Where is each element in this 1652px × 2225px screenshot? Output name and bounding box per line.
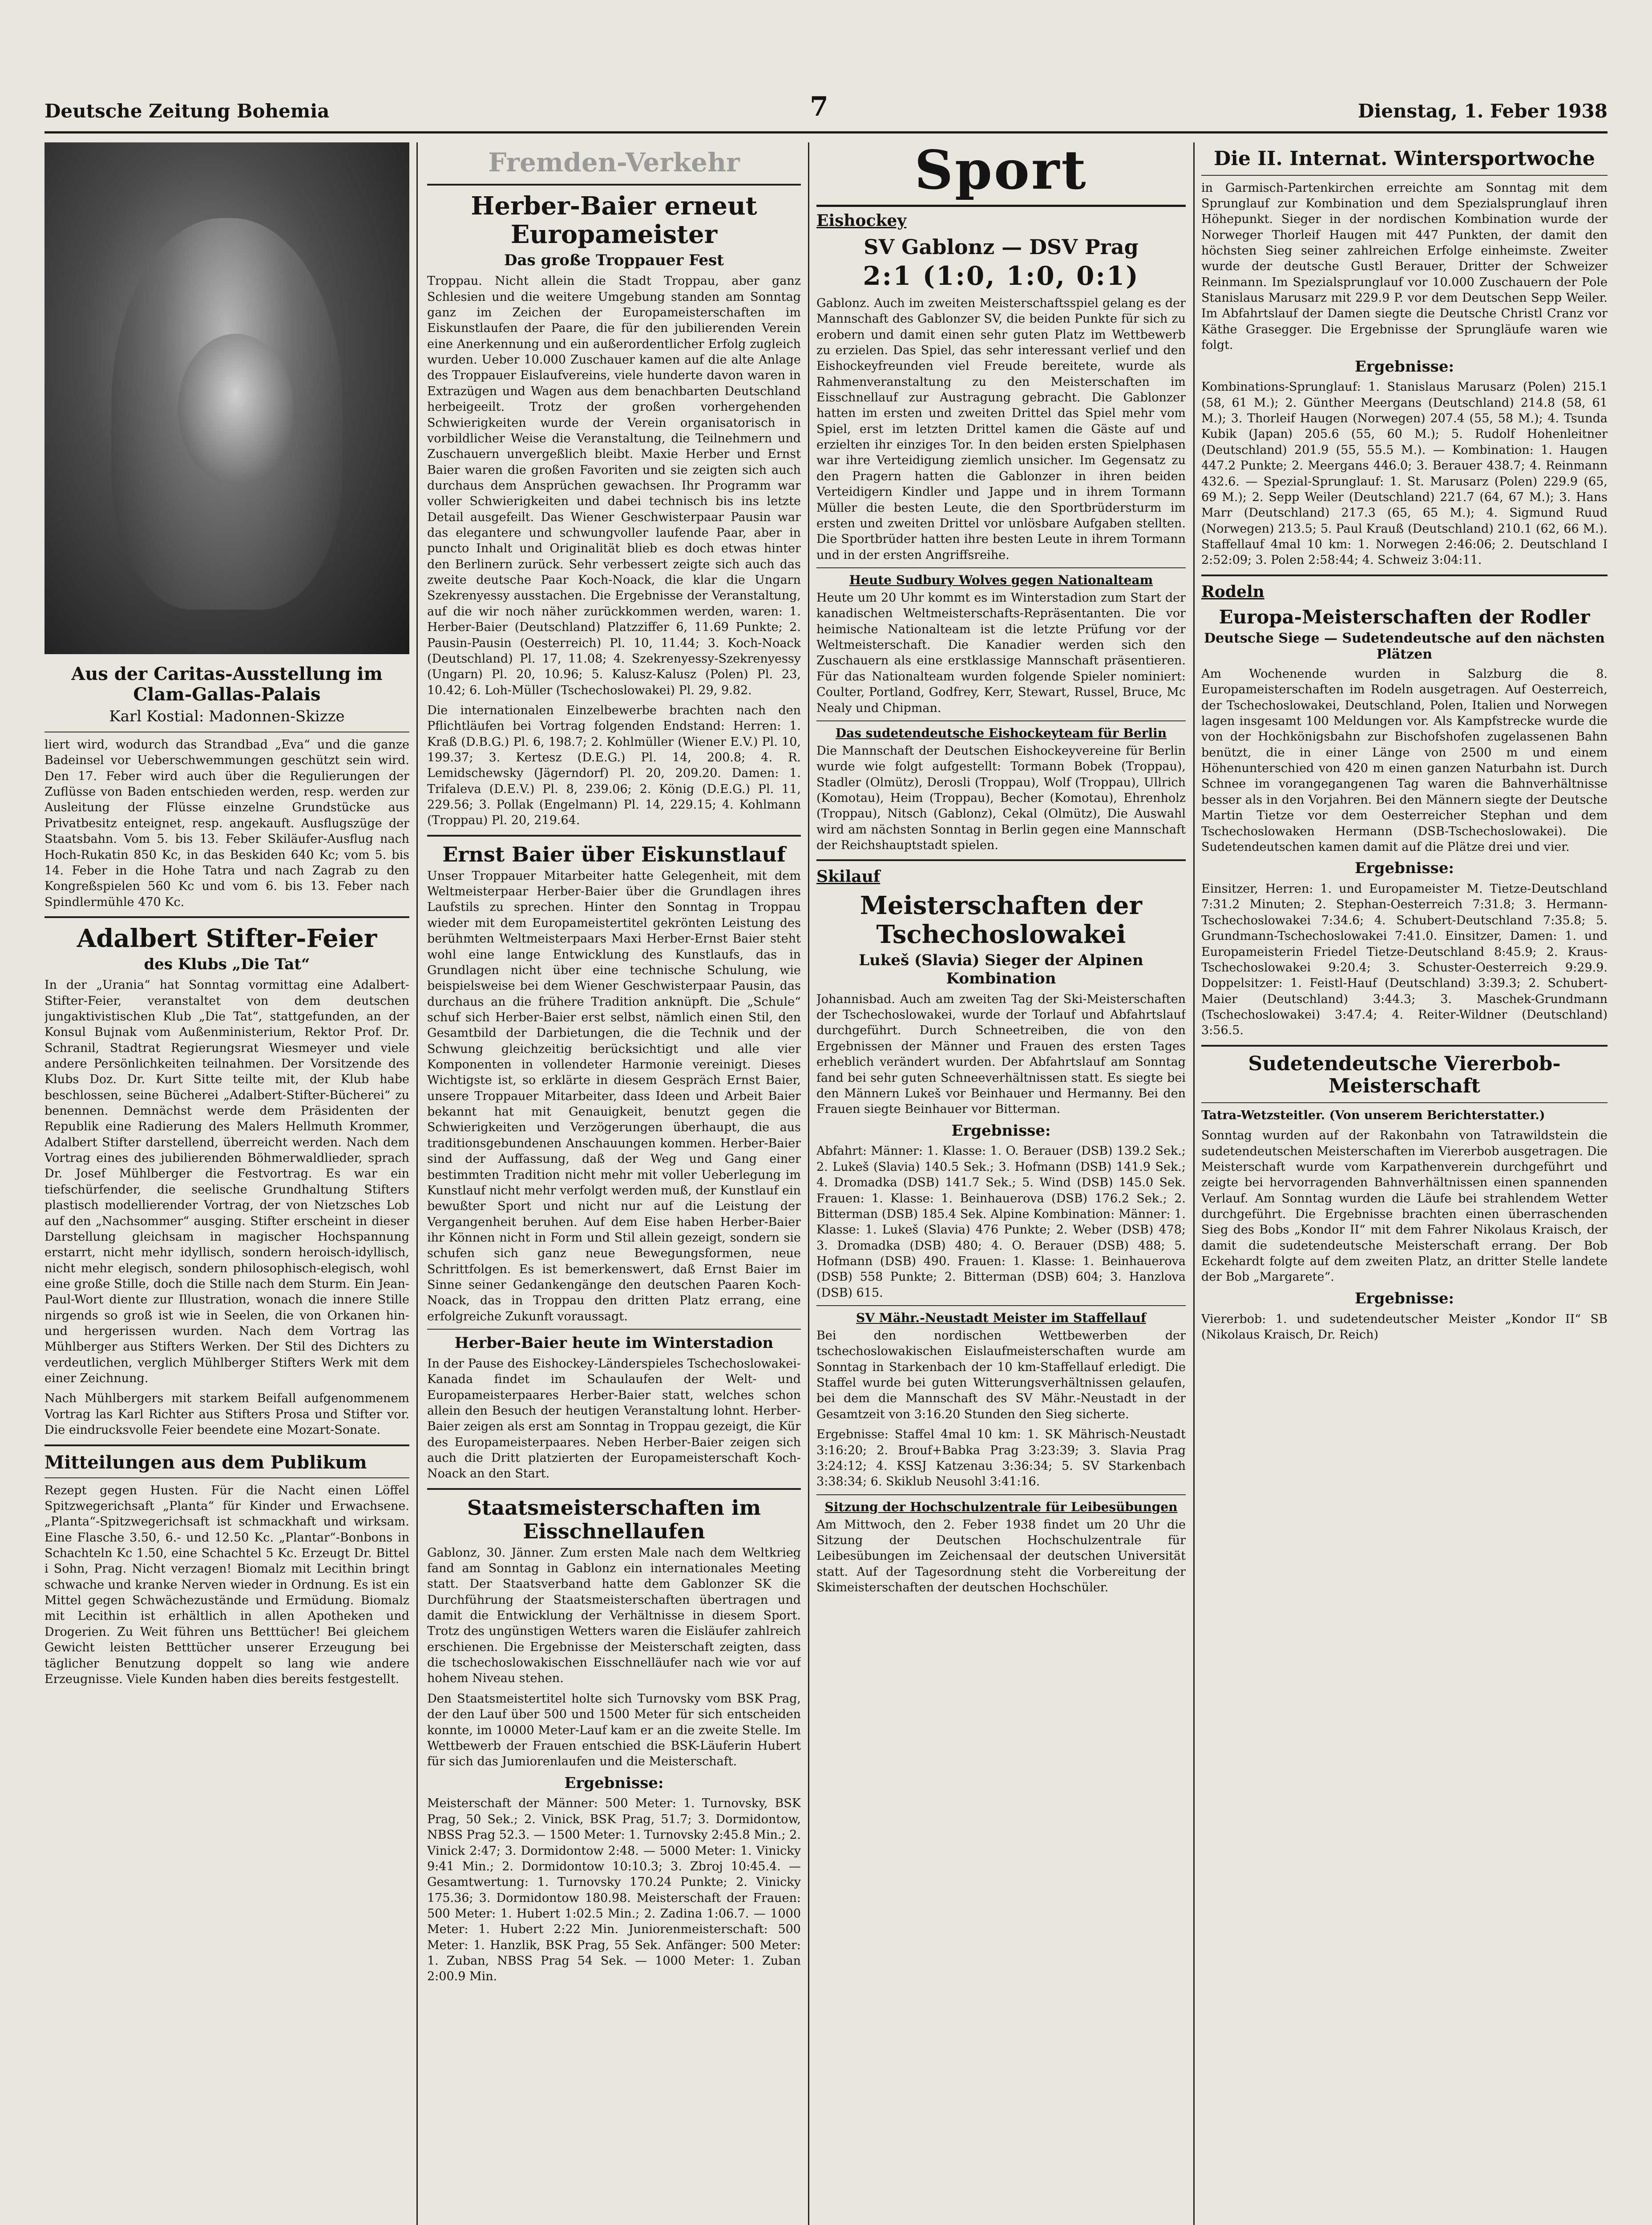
divider (816, 859, 1186, 861)
sport-header-frame (816, 142, 1186, 207)
article-text: Johannisbad. Auch am zweiten Tag der Ski-Meisterschaften der Tschechoslowakei, wurde der Torlauf und Abfahrtslauf durchgeführt. Durch Schneetreiben, die von den Ergebnissen der Männer und Frauen des ersten Tages erheblich verändert wurden. Der Abfahrtslauf am Sonntag fand bei sehr guten Schneeverhältnissen statt. Es siegte bei den Männern Lukeš vor Beinhauer und Hermanny. Bei den Frauen siegte Beinhauer vor Bitterman. (816, 992, 1186, 1117)
section-label: Skilauf (816, 867, 881, 886)
section-header: Sport (914, 142, 1088, 202)
article-text: in Garmisch-Partenkirchen erreichte am Sonntag mit dem Sprunglauf zur Kombination und dem Spezialsprunglauf ihren Höhepunkt. Sieger in der nordischen Kombination wurde der Norweger Thorleif Haugen mit 447 Punkten, der damit den höchsten Sieg seiner zahlreichen Erfolge einheimste. Zweiter wurde der deutsche Gustl Berauer, Dritter der Schweizer Reinmann. Im Spezialsprunglauf vor 10.000 Zuschauern der Pole Stanislaus Marusarz mit 229.9 P. vor dem Deutschen Sepp Weiler. Im Abfahrtslauf der Damen siegte die Deutsche Christl Cranz vor Käthe Grasegger. Die Ergebnisse der Sprungläufe waren wie folgt. (1201, 181, 1608, 352)
article-title: Heute Sudbury Wolves gegen Nationalteam (849, 573, 1153, 587)
article-text: liert wird, wodurch das Strandbad „Eva“ und die ganze Badeinsel vor Ueberschwemmungen geschützt sein wird. Den 17. Feber wird auch über die Regulierungen der Zuflüsse von Baden entschieden werden, resp. werden zur Ausleitung der Flüsse einzelne Grundstücke aus Privatbesitz enteignet, resp. angekauft. Ausflugszüge der Staatsbahn. Vom 5. bis 13. Feber Skiläufer-Ausflug nach Hoch-Rukatin 850 Kc, in das Beskiden 640 Kc; vom 5. bis 14. Feber in die Hohe Tatra und nach Zagrab zu den Kongreßspielen 560 Kc und vom 6. bis 13. Feber nach Spindlermühle 470 Kc. (44, 738, 409, 909)
masthead (44, 91, 1608, 134)
article-text: Den Staatsmeistertitel holte sich Turnovsky vom BSK Prag, der den Lauf über 500 und 1500 Meter für sich entscheiden konnte, im 10000 Meter-Lauf kam er an die zweite Stelle. Im Wettbewerb der Frauen entschied die BSK-Läuferin Hubert für sich das Jumiorenlaufen und die Meisterschaft. (427, 1691, 801, 1769)
article-title: Ernst Baier über Eiskunstlauf (442, 842, 786, 866)
section-label: Eishockey (816, 211, 907, 230)
divider (427, 1488, 801, 1490)
faded-header: Fremden-Verkehr (488, 147, 740, 178)
article-title: Europa-Meisterschaften der Rodler (1219, 606, 1590, 628)
results-label: Ergebnisse: (1354, 1289, 1454, 1307)
results-label: Ergebnisse: (1354, 859, 1454, 878)
results-label: Ergebnisse: (951, 1121, 1051, 1140)
article-subtitle: Lukeš (Slavia) Sieger der Alpinen Kombination (859, 951, 1143, 987)
issue-date: Dienstag, 1. Feber 1938 (1358, 100, 1608, 122)
paper-name: Deutsche Zeitung Bohemia (44, 100, 330, 122)
divider (1201, 1102, 1608, 1103)
article-text: Heute um 20 Uhr kommt es im Winterstadion zum Start der kanadischen Weltmeisterschafts-Repräsentanten. Die vor heimische Nationalteam ist die letzte Prüfung vor der Weltmeisterschaft. Die Kanadier werden sich den Zuschauern als eine erstklassige Mannschaft präsentieren. Für das Nationalteam wurden folgende Spieler nominiert: Coulter, Portland, Godfrey, Kerr, Stewart, Russel, Bruce, Mc Nealy und Chipman. (816, 591, 1186, 715)
article-title: Die II. Internat. Wintersportwoche (1214, 147, 1595, 170)
divider (1201, 1045, 1608, 1047)
article-dateline: Tatra-Wetzsteitler. (Von unserem Berichterstatter.) (1201, 1108, 1545, 1122)
divider (427, 184, 801, 186)
madonna-sketch-image (44, 142, 409, 654)
divider (1201, 175, 1608, 176)
figure-shape (178, 334, 294, 485)
photo-caption-sub: Karl Kostial: Madonnen-Skizze (109, 708, 345, 725)
article-text: Nach Mühlbergers mit starkem Beifall aufgenommenem Vortrag las Karl Richter aus Stifters Prosa und Stifter vor. Die eindrucksvolle Feier beendete eine Mozart-Sonate. (44, 1392, 409, 1437)
article-text: In der „Urania“ hat Sonntag vormittag eine Adalbert-Stifter-Feier, veranstaltet von dem deutschen jungaktivistischen Klub „Die Tat“, stattgefunden, an der Konsul Bujnak vom Außenministerium, Rektor Prof. Dr. Schranil, Stadtrat Regierungsrat Wiesmeyer und viele andere Persönlichkeiten teilnahmen. Der Vorsitzende des Klubs Doz. Dr. Kurt Sitte teilte mit, der Klub habe beschlossen, seine Bücherei „Adalbert-Stifter-Bücherei“ zu benennen. Demnächst werde dem Präsidenten der Republik eine Radierung des Malers Hellmuth Krommer, Adalbert Stifter darstellend, überreicht werden. Nach dem Vortrag eines des jubilierenden Böhmerwaldlieder, sprach Dr. Josef Mühlberger die Festvortrag. Es war ein tiefschürfender, die seelische Grundhaltung Stifters plastisch modellierender Vortrag, der von Nietzsches Lob auf den „Nachsommer“ ausging. Stifter erscheint in dieser Darstellung gleichsam in magischer Hochspannung erstarrt, nicht mehr idyllisch, sondern heroisch-idyllisch, nicht mehr elegisch, sondern philosophisch-elegisch, wohl eine große Stille, doch die Stille nach dem Sturm. Ein Jean-Paul-Wort diente zur Illustration, wonach die innere Stille nirgends so groß ist wie in Seelen, die von Orkanen hin- und hergerissen wurden. Nach dem Vortrag las Mühlberger aus Stifters Werken. Der Stil des Dichters zu verdeutlichen, verglich Mühlberger Stifters Werk mit dem einer Zeichnung. (44, 978, 409, 1386)
article-text: Gablonz. Auch im zweiten Meisterschaftsspiel gelang es der Mannschaft des Gablonzer SV, die beiden Punkte für sich zu erobern und damit einen sehr guten Platz im Wettbewerb zu erzielen. Das Spiel, das sehr interessant verlief und den Eishockeyfreunden viel Freude bereitete, wurde als Rahmenveranstaltung zu den Meisterschaften im Eisschnellauf zur Austragung gebracht. Die Gablonzer hatten im ersten und zweiten Drittel das Spiel mehr vom Spiel, erst im letzten Drittel kamen die Gäste auf und erzielten ihr einziges Tor. In den beiden ersten Spielphasen war ihre Verteidigung ziemlich unsicher. Im Gegensatz zu den Pragern hatten die Gablonzer in ihren beiden Verteidigern Kindler und Jappe und in ihrem Tormann Müller die besten Leute, die den Sportbrüdersturm im ersten und zweiten Drittel vor unlösbare Aufgaben stellten. Die Sportbrüder hatten ihre besten Leute in ihrem Tormann und in der ersten Angriffsreihe. (816, 296, 1186, 562)
article-subtitle: des Klubs „Die Tat“ (144, 955, 310, 974)
column-rule (416, 142, 418, 2225)
match-title: SV Gablonz — DSV Prag (864, 235, 1139, 259)
results-label: Ergebnisse: (1354, 357, 1454, 376)
article-text: Die Mannschaft der Deutschen Eishockeyvereine für Berlin wurde wie folgt aufgestellt: Tormann Bobek (Troppau), Stadler (Olmütz), Derosli (Troppau), Wolf (Troppau), Ullrich (Komotau), Heim (Troppau), Becher (Komotau), Ehrenholz (Troppau), Nitsch (Gablonz), Cekal (Olmütz), Die Auswahl wird am nächsten Sonntag in Berlin gegen eine Mannschaft der Reichshauptstadt spielen. (816, 744, 1186, 853)
article-text: Die internationalen Einzelbewerbe brachten nach den Pflichtläufen bei Vortrag folgenden Endstand: Herren: 1. Kraß (D.B.G.) Pl. 6, 198.7; 2. Kohlmüller (Wiener E.V.) Pl. 10, 199.37; 3. Kertesz (D.E.G.) Pl. 14, 200.8; 4. R. Lemidschewsky (Jägerndorf) Pl. 20, 209.20. Damen: 1. Trifaleva (D.E.V.) Pl. 8, 239.06; 2. König (D.E.G.) Pl. 11, 229.56; 3. Pollak (Engelmann) Pl. 14, 229.15; 4. Kohlmann (Troppau) Pl. 20, 219.64. (427, 703, 801, 828)
article-title: Das sudetendeutsche Eishockeyteam für Berlin (835, 725, 1167, 740)
article-text: Troppau. Nicht allein die Stadt Troppau, aber ganz Schlesien und die weitere Umgebung standen am Sonntag ganz im Zeichen der Europameisterschaften im Eiskunstlaufen der Paare, die für den jubilierenden Verein eine Anerkennung und ein außerordentlicher Erfolg zugleich wurden. Ueber 10.000 Zuschauer kamen auf die alte Anlage des Troppauer Eislaufvereins, viele hunderte davon waren in Extrazügen und Wagen aus dem benachbarten Deutschland herbeigeeilt. Trotz der großen vorhergehenden Schwierigkeiten wurde der Verein organisatorisch in vorbildlicher Weise die Veranstaltung, die Teilnehmern und Zuschauern unvergeßlich bleibt. Maxie Herber und Ernst Baier waren die großen Favoriten und sie zeigten sich auch durchaus dem Ansprüchen gewachsen. Ihr Programm war voller Schwierigkeiten und dabei technisch bis ins letzte Detail ausgefeilt. Das Wiener Geschwisterpaar Pausin war das elegantere und schwungvoller laufende Paar, aber in puncto Inhalt und Originalität blieb es doch etwas hinter den Berlinern zurück. Sehr verbessert zeigte sich auch das zweite deutsche Paar Koch-Noack, die klar die Ungarn Szekrenyessy ausstachen. Die Ergebnisse der Veranstaltung, auf die wir noch näher zurückkommen werden, waren: 1. Herber-Baier (Deutschland) Platzziffer 6, 11.69 Punkte; 2. Pausin-Pausin (Oesterreich) Pl. 10, 11.44; 3. Koch-Noack (Deutschland) Pl. 17, 11.08; 4. Szekrenyessy-Szekrenyessy (Ungarn) Pl. 20, 10.96; 5. Kalusz-Kalusz (Polen) Pl. 23, 10.42; 6. Loh-Müller (Tschechoslowakei) Pl. 29, 9.82. (427, 274, 801, 697)
column-rule (808, 142, 809, 2225)
article-title: Herber-Baier erneut Europameister (471, 191, 757, 250)
divider (427, 835, 801, 837)
article-text: Gablonz, 30. Jänner. Zum ersten Male nach dem Weltkrieg fand am Sonntag in Gablonz ein internationales Meeting statt. Der Staatsverband hatte dem Gablonzer SK die Durchführung der Staatsmeisterschaften übertragen und damit die Entwicklung der Verhältnisse in diesem Sport. Trotz des ungünstigen Wetters waren die Eisläufer zahlreich erschienen. Die Ergebnisse der Meisterschaft zeigten, dass die tschechoslowakischen Eisschnelläufer nach wie vor auf hohem Niveau stehen. (427, 1545, 801, 1686)
article-title: Sudetendeutsche Viererbob-Meisterschaft (1248, 1052, 1561, 1098)
results-text: Meisterschaft der Männer: 500 Meter: 1. Turnovsky, BSK Prag, 50 Sek.; 2. Vinick, BSK Prag, 51.7; 3. Dormidontow, NBSS Prag 52.3. — 1500 Meter: 1. Turnovsky 2:45.8 Min.; 2. Vinick 2:47; 3. Dormidontow 2:48. — 5000 Meter: 1. Vinicky 9:41 Min.; 2. Dormidontow 10:10.3; 3. Zbroj 10:45.4. — Gesamtwertung: 1. Turnovsky 170.24 Punkte; 2. Vinicky 175.36; 3. Dormidontow 180.98. Meisterschaft der Frauen: 500 Meter: 1. Hubert 1:02.5 Min.; 2. Zadina 1:06.7. — 1000 Meter: 1. Hubert 2:22 Min. Juniorenmeisterschaft: 500 Meter: 1. Hanzlik, BSK Prag, 55 Sek. Anfänger: 500 Meter: 1. Zuban, NBSS Prag 54 Sek. — 1000 Meter: 1. Zuban 2:00.9 Min. (427, 1796, 801, 1984)
results-text: Viererbob: 1. und sudetendeutscher Meister „Kondor II“ SB (Nikolaus Kraisch, Dr. Reich) (1201, 1312, 1608, 1342)
article-subtitle: Das große Troppauer Fest (504, 251, 724, 270)
results-label: Ergebnisse: (564, 1774, 664, 1792)
column-2 (427, 142, 801, 2225)
match-score: 2:1 (1:0, 1:0, 0:1) (863, 260, 1139, 291)
article-title: Sitzung der Hochschulzentrale für Leibesübungen (824, 1499, 1178, 1514)
page-number: 7 (810, 91, 828, 122)
article-text: Bei den nordischen Wettbewerben der tschechoslowakischen Eislaufmeisterschaften wurde am Sonntag in Starkenbach der 10 km-Staffellauf erledigt. Die Staffel wurde bei guten Witterungsverhältnissen gelaufen, bei dem die Mannschaft des SV Mähr.-Neustadt in der Gesamtzeit von 3:16.20 Stunden den Sieg sicherte. (816, 1329, 1186, 1421)
column-4 (1201, 142, 1608, 2225)
divider (816, 720, 1186, 721)
divider (44, 916, 409, 918)
divider (44, 1444, 409, 1446)
section-label: Rodeln (1201, 582, 1264, 601)
article-title: Meisterschaften der Tschechoslowakei (860, 891, 1143, 949)
article-title: SV Mähr.-Neustadt Meister im Staffellauf (856, 1311, 1146, 1326)
article-text: Am Mittwoch, den 2. Feber 1938 findet um 20 Uhr die Sitzung der Deutschen Hochschulzentrale für Leibesübungen im Zeichensaal der deutschen Universität statt. Auf der Tagesordnung steht die Vorbereitung der Skimeisterschaften der deutschen Hochschüler. (816, 1517, 1186, 1595)
results-text: Kombinations-Sprunglauf: 1. Stanislaus Marusarz (Polen) 215.1 (58, 61 M.); 2. Günther Meergans (Deutschland) 214.8 (58, 61 M.); 3. Thorleif Haugen (Norwegen) 207.4 (55, 58 M.); 4. Tsunda Kubik (Japan) 205.6 (55, 60 M.); 5. Rudolf Hohenleitner (Deutschland) 201.9 (55, 55.5 M.). — Kombination: 1. Haugen 447.2 Punkte; 2. Meergans 446.0; 3. Berauer 438.7; 4. Reinmann 432.6. — Spezial-Sprunglauf: 1. St. Marusarz (Polen) 229.9 (65, 69 M.); 2. Sepp Weiler (Deutschland) 221.7 (64, 67 M.); 3. Hans Marr (Deutschland) 217.3 (65, 65 M.); 4. Sigmund Ruud (Norwegen) 213.5; 5. Paul Krauß (Deutschland) 210.1 (62, 66 M.). Staffellauf 4mal 10 km: 1. Norwegen 2:46:06; 2. Deutschland I 2:52:09; 3. Polen 2:58:44; 4. Schweiz 3:04:11. (1201, 380, 1608, 567)
divider (44, 1477, 409, 1478)
divider (816, 1494, 1186, 1495)
column-1 (44, 142, 409, 2225)
article-subtitle: Deutsche Siege — Sudetendeutsche auf den nächsten Plätzen (1204, 630, 1605, 662)
section-title: Mitteilungen aus dem Publikum (44, 1452, 367, 1473)
results-text: Ergebnisse: Staffel 4mal 10 km: 1. SK Mährisch-Neustadt 3:16:20; 2. Brouf+Babka Prag 3:23:39; 3. Slavia Prag 3:24:12; 4. KSSJ Katzenau 3:36:34; 5. SV Starkenbach 3:38:34; 6. Skiklub Neusohl 3:41:16. (816, 1428, 1186, 1489)
divider (816, 1305, 1186, 1306)
results-text: Einsitzer, Herren: 1. und Europameister M. Tietze-Deutschland 7:31.2 Minuten; 2. Stephan-Oesterreich 7:31.8; 3. Hermann-Tschechoslowakei 7:34.6; 4. Schubert-Deutschland 7:35.8; 5. Grundmann-Tschechoslowakei 7:41.0. Einsitzer, Damen: 1. und Europameisterin Friedel Tietze-Deutschland 8:45.9; 2. Kraus-Tschechoslowakei 9:20.4; 3. Schuster-Oesterreich 9:29.9. Doppelsitzer: 1. Feistl-Hauf (Deutschland) 3:39.3; 2. Schubert-Maier (Deutschland) 3:44.3; 3. Maschek-Grundmann (Tschechoslowakei) 3:47.4; 4. Reiter-Wildner (Deutschland) 3:56.5. (1201, 882, 1608, 1038)
article-text: Unser Troppauer Mitarbeiter hatte Gelegenheit, mit dem Weltmeisterpaar Herber-Baier über die Grundlagen ihres Laufstils zu sprechen. Hinter den Sonntag in Troppau wieder mit dem Europameistertitel gekrönten Leistung des berühmten Weltmeisterpaars Maxi Herber-Ernst Baier steht wohl eine lange Entwicklung des Kunstlaufs, das in Grundlagen nicht über eine technische Schulung, wie beispielsweise bei dem Wiener Geschwisterpaar Pausin, das durchaus an die frühere Tradition anknüpft. Die „Schule“ schuf sich Herber-Baier erst selbst, nämlich einen Stil, den Gesamtbild der Darbietungen, die die Technik und der Schwung gleichzeitig berücksichtigt und alle vier Komponenten in vollendeter Harmonie vereinigt. Dieses Wichtigste ist, so erklärte in diesem Gespräch Ernst Baier, unsere Troppauer Mitarbeiter, dass Ideen und Arbeit Baier bekannt hat mit Genauigkeit, benutzt gegen die Schwierigkeiten und Verzögerungen überhaupt, die aus traditionsgebundenen Anschauungen kommen. Herber-Baier sind der Auffassung, daß der Weg und Gang einer bestimmten Tradition nicht mehr mit voller Ueberlegung im Kunstlauf nicht mehr verfolgt werden muß, der Kunstlauf ein bewußter Sport und nicht nur auf die Leistung der Vergangenheit beruhen. Auf dem Eise haben Herber-Baier ihr Können nicht in Form und Stil allein gezeigt, sondern sie schufen sich ganz neue Bewegungsformen, neue Schrittfolgen. Es ist bemerkenswert, daß Ernst Baier im Sinne seiner Gedankengänge den deutschen Paaren Koch-Noack, das in Troppau den dritten Platz errang, eine erfolgreiche Zukunft voraussagt. (427, 869, 801, 1323)
column-rule (1193, 142, 1195, 2225)
article-title: Herber-Baier heute im Winterstadion (454, 1334, 774, 1352)
divider (816, 567, 1186, 568)
article-text: Sonntag wurden auf der Rakonbahn von Tatrawildstein die sudetendeutschen Meisterschaften im Viererbob ausgetragen. Die Meisterschaft wurde vom Karpathenverein durchgeführt und zeigte bei hervorragenden Bahnverhältnissen einen spannenden Verlauf. Am Sonntag wurden die Läufe bei strahlendem Wetter durchgeführt. Die Ergebnisse brachten einen überraschenden Sieg des Bobs „Kondor II“ mit dem Fahrer Nikolaus Kraisch, der damit die sudetendeutsche Meisterschaft errang. Der Bob Eckehardt folgte auf dem zweiten Platz, an dritter Stelle landete der Bob „Margarete“. (1201, 1129, 1608, 1284)
article-text: Am Wochenende wurden in Salzburg die 8. Europameisterschaften im Rodeln ausgetragen. Auf Oesterreich, der Tschechoslowakei, Deutschland, Polen, Italien und Norwegen lagen insgesamt 100 Meldungen vor. Als Kampfstrecke wurde die von der Hochkönigsbahn zur Bischofshofen zugelassenen Bahn benützt, die in einer Länge von 2500 m und einem Höhenunterschied von 420 m einen ganzen Naturbahn ist. Durch Schnee im vorangegangenen Tag waren die Bahnverhältnisse besser als in den Vorjahren. Bei den Männern siegte der Deutsche Martin Tietze vor dem Oesterreicher Stephan und dem Tschechoslowaken Hermann (DSB-Tschechoslowakei). Die Sudetendeutschen kamen damit auf die Plätze drei und vier. (1201, 667, 1608, 854)
article-title: Staatsmeisterschaften im Eisschnellaufen (467, 1495, 761, 1543)
article-text: In der Pause des Eishockey-Länderspieles Tschechoslowakei-Kanada findet im Schaulaufen der Welt- und Europameisterpaares Herber-Baier statt, welches schon allein den Besuch der heutigen Veranstaltung lohnt. Herber-Baier zeigen als erst am Sonntag in Troppau gezeigt, die Kür des Europameisterpaares. Neben Herber-Baier zeigen sich auch die Dritt platzierten der Europameisterschaft Koch-Noack an den Start. (427, 1356, 801, 1481)
photo-caption-title: Aus der Caritas-Ausstellung im Clam-Gallas-Palais (71, 663, 383, 705)
article-text: Rezept gegen Husten. Für die Nacht einen Löffel Spitzwegerichsaft „Planta“ für Kinder und Erwachsene. „Planta“-Spitzwegerichsaft ist schmackhaft und wirksam. Eine Flasche 3.50, 6.- und 12.50 Kc. „Plantar“-Bonbons in Schachteln Kc 1.50, eine Schachtel 5 Kc. Erzeugt Dr. Bittel i Sohn, Prag. Nicht verzagen! Biomalz mit Lecithin bringt schwache und kranke Nerven wieder in Ordnung. Es ist ein Mittel gegen Schwächezustände und Ermüdung. Biomalz mit Lecithin ist erhältlich in allen Apotheken und Drogerien. Zu Weit führen uns Betttücher! Bei gleichem Gewicht leisten Betttücher unserer Erzeugung bei täglicher Benutzung doppelt so lang wie andere Erzeugnisse. Viele Kunden haben dies bereits festgestellt. (44, 1483, 409, 1686)
divider (1201, 574, 1608, 576)
column-3 (816, 142, 1186, 2225)
article-title: Adalbert Stifter-Feier (77, 923, 377, 953)
results-text: Abfahrt: Männer: 1. Klasse: 1. O. Berauer (DSB) 139.2 Sek.; 2. Lukeš (Slavia) 140.5 Sek.; 3. Hofmann (DSB) 141.9 Sek.; 4. Dromadka (DSB) 141.7 Sek.; 5. Wind (DSB) 145.0 Sek. Frauen: 1. Klasse: 1. Beinhauerova (DSB) 176.2 Sek.; 2. Bitterman (DSB) 185.4 Sek. Alpine Kombination: Männer: 1. Klasse: 1. Lukeš (Slavia) 476 Punkte; 2. Weber (DSB) 478; 3. Dromadka (DSB) 480; 4. O. Berauer (DSB) 488; 5. Hofmann (DSB) 490. Frauen: 1. Klasse: 1. Beinhauerova (DSB) 558 Punkte; 2. Bitterman (DSB) 604; 3. Hanzlova (DSB) 615. (816, 1144, 1186, 1300)
divider (427, 1329, 801, 1330)
